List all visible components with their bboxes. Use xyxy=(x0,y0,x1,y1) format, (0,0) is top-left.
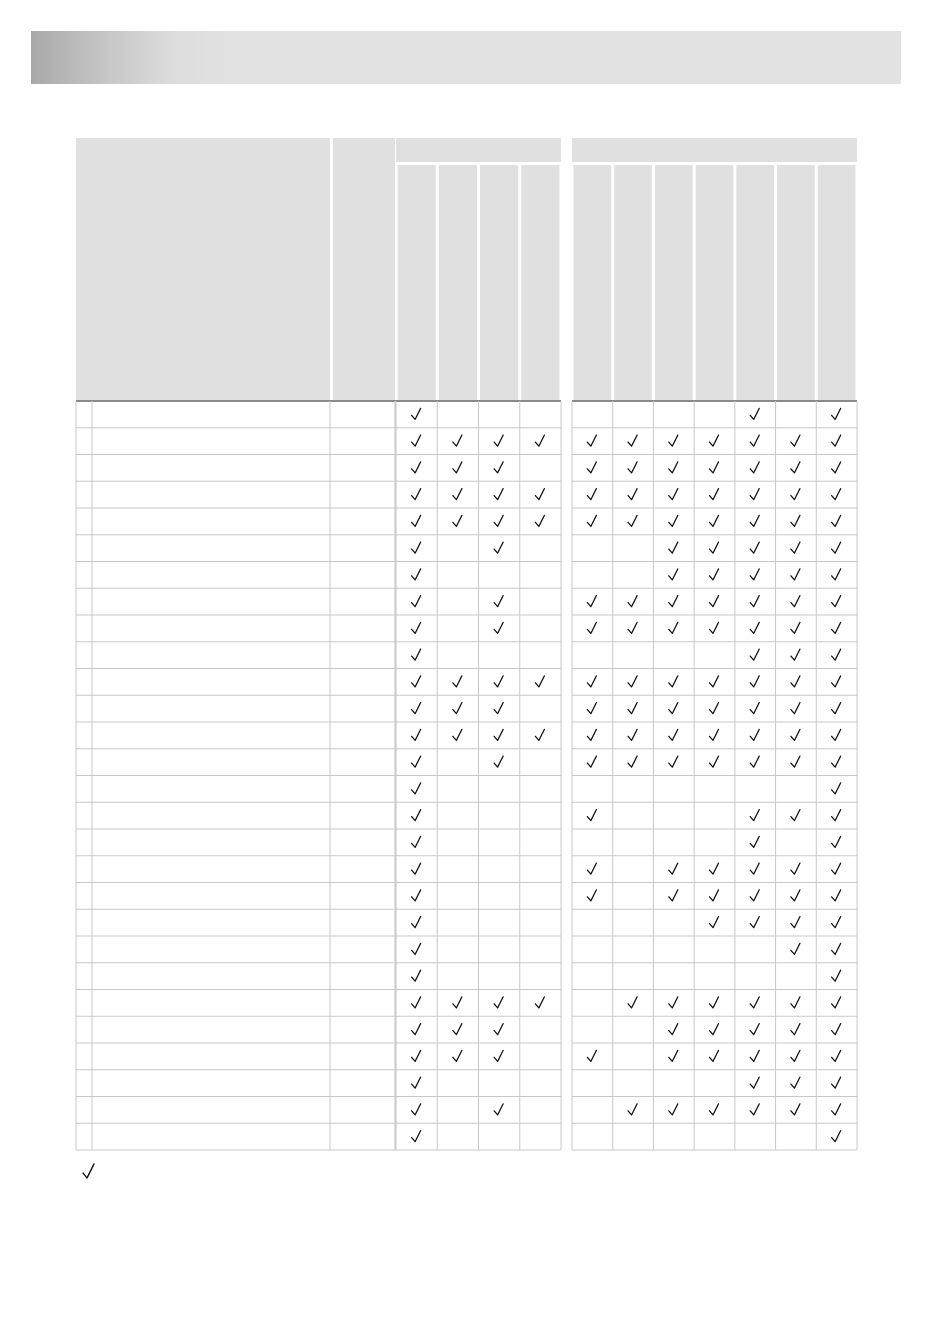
check-mark-icon xyxy=(710,863,719,874)
check-mark-icon xyxy=(535,729,544,740)
check-mark-icon xyxy=(791,596,800,607)
check-mark-icon xyxy=(750,1024,759,1035)
check-mark-icon xyxy=(791,917,800,928)
check-mark-icon xyxy=(494,1050,503,1061)
check-mark-icon xyxy=(750,917,759,928)
header-column-cell xyxy=(818,165,856,401)
check-mark-icon xyxy=(587,1050,596,1061)
check-mark-icon xyxy=(412,542,421,553)
check-mark-icon xyxy=(750,542,759,553)
check-mark-icon xyxy=(750,836,759,847)
header-column-cell xyxy=(696,165,734,401)
check-mark-icon xyxy=(750,1104,759,1115)
check-mark-icon xyxy=(791,729,800,740)
check-mark-icon xyxy=(710,596,719,607)
check-mark-icon xyxy=(791,676,800,687)
check-mark-icon xyxy=(710,756,719,767)
check-mark-icon xyxy=(791,1077,800,1088)
check-mark-icon xyxy=(587,863,596,874)
check-mark-icon xyxy=(453,676,462,687)
check-mark-icon xyxy=(832,1131,841,1142)
check-mark-icon xyxy=(628,435,637,446)
check-mark-icon xyxy=(412,703,421,714)
check-mark-icon xyxy=(669,890,678,901)
check-mark-icon xyxy=(832,970,841,981)
check-mark-icon xyxy=(832,542,841,553)
check-mark-icon xyxy=(791,435,800,446)
check-mark-icon xyxy=(750,890,759,901)
check-mark-icon xyxy=(832,783,841,794)
check-mark-icon xyxy=(587,729,596,740)
check-mark-icon xyxy=(412,1024,421,1035)
check-mark-icon xyxy=(669,569,678,580)
check-mark-icon xyxy=(710,489,719,500)
check-mark-icon xyxy=(710,569,719,580)
check-mark-icon xyxy=(669,1024,678,1035)
check-mark-icon xyxy=(628,622,637,633)
check-mark-icon xyxy=(587,756,596,767)
check-mark-icon xyxy=(535,489,544,500)
check-mark-icon xyxy=(453,462,462,473)
check-mark-icon xyxy=(750,649,759,660)
check-mark-icon xyxy=(412,408,421,419)
check-mark-icon xyxy=(494,542,503,553)
check-mark-icon xyxy=(412,756,421,767)
check-mark-icon xyxy=(412,783,421,794)
check-mark-icon xyxy=(669,596,678,607)
check-mark-icon xyxy=(710,1024,719,1035)
check-mark-icon xyxy=(453,703,462,714)
check-mark-icon xyxy=(669,676,678,687)
check-mark-icon xyxy=(750,810,759,821)
check-mark-icon xyxy=(628,1104,637,1115)
check-mark-icon xyxy=(832,1077,841,1088)
check-mark-icon xyxy=(832,863,841,874)
check-mark-icon xyxy=(628,489,637,500)
check-mark-icon xyxy=(791,515,800,526)
check-mark-icon xyxy=(750,622,759,633)
check-mark-icon xyxy=(412,970,421,981)
check-mark-icon xyxy=(453,729,462,740)
check-mark-icon xyxy=(832,435,841,446)
check-mark-icon xyxy=(791,1104,800,1115)
check-mark-icon xyxy=(710,676,719,687)
check-mark-icon xyxy=(832,756,841,767)
check-mark-icon xyxy=(453,1024,462,1035)
check-mark-icon xyxy=(832,515,841,526)
check-mark-icon xyxy=(750,515,759,526)
check-mark-icon xyxy=(587,515,596,526)
check-mark-icon xyxy=(750,1050,759,1061)
check-mark-icon xyxy=(669,515,678,526)
check-mark-icon xyxy=(791,863,800,874)
check-mark-icon xyxy=(628,756,637,767)
check-mark-icon xyxy=(710,515,719,526)
check-mark-icon xyxy=(791,890,800,901)
check-mark-icon xyxy=(669,489,678,500)
check-mark-icon xyxy=(494,703,503,714)
check-mark-icon xyxy=(750,435,759,446)
check-mark-icon xyxy=(494,596,503,607)
check-mark-icon xyxy=(494,997,503,1008)
check-mark-icon xyxy=(832,649,841,660)
check-mark-icon xyxy=(832,489,841,500)
check-mark-icon xyxy=(535,435,544,446)
check-mark-icon xyxy=(669,756,678,767)
check-mark-icon xyxy=(535,997,544,1008)
check-mark-icon xyxy=(628,462,637,473)
header-column-cell xyxy=(614,165,652,401)
check-mark-icon xyxy=(832,890,841,901)
check-mark-icon xyxy=(710,462,719,473)
check-mark-icon xyxy=(832,462,841,473)
check-mark-icon xyxy=(494,756,503,767)
check-mark-icon xyxy=(628,997,637,1008)
check-mark-icon xyxy=(832,1050,841,1061)
check-mark-icon xyxy=(412,1077,421,1088)
check-mark-icon xyxy=(669,1104,678,1115)
check-mark-icon xyxy=(832,408,841,419)
check-mark-icon xyxy=(669,729,678,740)
check-mark-icon xyxy=(832,596,841,607)
check-mark-icon xyxy=(791,569,800,580)
header-column-cell xyxy=(439,165,477,401)
check-mark-icon xyxy=(412,890,421,901)
check-mark-icon xyxy=(791,489,800,500)
check-mark-icon xyxy=(832,943,841,954)
check-mark-icon xyxy=(453,1050,462,1061)
header-unit-cell xyxy=(333,138,395,401)
check-mark-icon xyxy=(412,596,421,607)
check-mark-icon xyxy=(412,435,421,446)
header-column-cell xyxy=(574,165,612,401)
check-mark-icon xyxy=(791,703,800,714)
check-mark-icon xyxy=(628,729,637,740)
header-column-cell xyxy=(777,165,815,401)
check-mark-icon xyxy=(412,917,421,928)
check-mark-icon xyxy=(587,435,596,446)
check-mark-icon xyxy=(791,542,800,553)
check-mark-icon xyxy=(832,729,841,740)
check-mark-icon xyxy=(494,1024,503,1035)
check-mark-icon xyxy=(832,703,841,714)
check-mark-icon xyxy=(412,1104,421,1115)
check-mark-icon xyxy=(494,729,503,740)
check-mark-icon xyxy=(494,435,503,446)
check-mark-icon xyxy=(710,542,719,553)
check-mark-icon xyxy=(412,676,421,687)
check-mark-icon xyxy=(710,890,719,901)
check-mark-icon xyxy=(412,810,421,821)
check-mark-icon xyxy=(412,489,421,500)
check-mark-icon xyxy=(412,863,421,874)
check-mark-icon xyxy=(669,622,678,633)
check-mark-icon xyxy=(587,810,596,821)
header-group-right xyxy=(572,138,857,162)
check-mark-icon xyxy=(791,810,800,821)
check-mark-icon xyxy=(494,462,503,473)
header-column-cell xyxy=(655,165,693,401)
check-mark-icon xyxy=(587,596,596,607)
check-mark-icon xyxy=(750,756,759,767)
check-mark-icon xyxy=(669,542,678,553)
check-mark-icon xyxy=(628,676,637,687)
check-mark-icon xyxy=(494,622,503,633)
check-mark-icon xyxy=(412,515,421,526)
check-mark-icon xyxy=(710,917,719,928)
check-mark-icon xyxy=(710,1050,719,1061)
header-group-left xyxy=(396,138,561,162)
check-mark-icon xyxy=(628,515,637,526)
legend-check-mark-icon xyxy=(80,1160,98,1182)
check-mark-icon xyxy=(832,836,841,847)
check-mark-icon xyxy=(494,489,503,500)
check-mark-icon xyxy=(710,435,719,446)
check-mark-icon xyxy=(587,489,596,500)
check-mark-icon xyxy=(587,703,596,714)
check-mark-icon xyxy=(412,943,421,954)
check-mark-icon xyxy=(750,1077,759,1088)
check-mark-icon xyxy=(412,1131,421,1142)
check-mark-icon xyxy=(494,676,503,687)
check-mark-icon xyxy=(412,569,421,580)
check-mark-icon xyxy=(412,622,421,633)
check-mark-icon xyxy=(750,703,759,714)
check-mark-icon xyxy=(535,676,544,687)
check-mark-icon xyxy=(412,1050,421,1061)
check-mark-icon xyxy=(587,676,596,687)
check-mark-icon xyxy=(832,1104,841,1115)
check-mark-icon xyxy=(494,515,503,526)
header-column-cell xyxy=(736,165,774,401)
check-mark-icon xyxy=(587,890,596,901)
check-mark-icon xyxy=(669,462,678,473)
check-mark-icon xyxy=(791,1024,800,1035)
check-mark-icon xyxy=(791,1050,800,1061)
check-mark-icon xyxy=(453,997,462,1008)
check-mark-icon xyxy=(412,649,421,660)
check-mark-icon xyxy=(587,622,596,633)
check-mark-icon xyxy=(832,997,841,1008)
check-mark-icon xyxy=(791,622,800,633)
check-mark-icon xyxy=(750,676,759,687)
check-mark-icon xyxy=(832,917,841,928)
check-mark-icon xyxy=(791,997,800,1008)
check-mark-icon xyxy=(750,569,759,580)
check-mark-icon xyxy=(710,997,719,1008)
check-mark-icon xyxy=(832,622,841,633)
check-mark-icon xyxy=(669,863,678,874)
check-mark-icon xyxy=(669,435,678,446)
check-mark-icon xyxy=(832,810,841,821)
check-mark-icon xyxy=(710,729,719,740)
check-mark-icon xyxy=(750,997,759,1008)
header-column-cell xyxy=(398,165,436,401)
check-mark-icon xyxy=(750,489,759,500)
check-mark-icon xyxy=(791,462,800,473)
check-mark-icon xyxy=(628,703,637,714)
check-mark-icon xyxy=(832,569,841,580)
check-mark-icon xyxy=(412,729,421,740)
check-mark-icon xyxy=(669,703,678,714)
header-column-cell xyxy=(480,165,518,401)
check-mark-icon xyxy=(832,676,841,687)
check-mark-icon xyxy=(587,462,596,473)
check-mark-icon xyxy=(750,863,759,874)
check-mark-icon xyxy=(710,703,719,714)
check-mark-icon xyxy=(412,462,421,473)
check-mark-icon xyxy=(750,729,759,740)
check-mark-icon xyxy=(791,649,800,660)
check-mark-icon xyxy=(710,1104,719,1115)
check-mark-icon xyxy=(412,997,421,1008)
check-mark-icon xyxy=(832,1024,841,1035)
check-mark-icon xyxy=(494,1104,503,1115)
check-mark-icon xyxy=(453,489,462,500)
check-mark-icon xyxy=(710,622,719,633)
check-mark-icon xyxy=(453,515,462,526)
check-mark-icon xyxy=(750,596,759,607)
header-label-cell xyxy=(76,138,330,401)
check-mark-icon xyxy=(453,435,462,446)
check-mark-icon xyxy=(535,515,544,526)
check-mark-icon xyxy=(669,1050,678,1061)
check-mark-icon xyxy=(628,596,637,607)
header-column-cell xyxy=(521,165,559,401)
check-mark-icon xyxy=(750,408,759,419)
check-mark-icon xyxy=(791,943,800,954)
check-mark-icon xyxy=(669,997,678,1008)
check-mark-icon xyxy=(750,462,759,473)
check-mark-icon xyxy=(412,836,421,847)
check-mark-icon xyxy=(791,756,800,767)
